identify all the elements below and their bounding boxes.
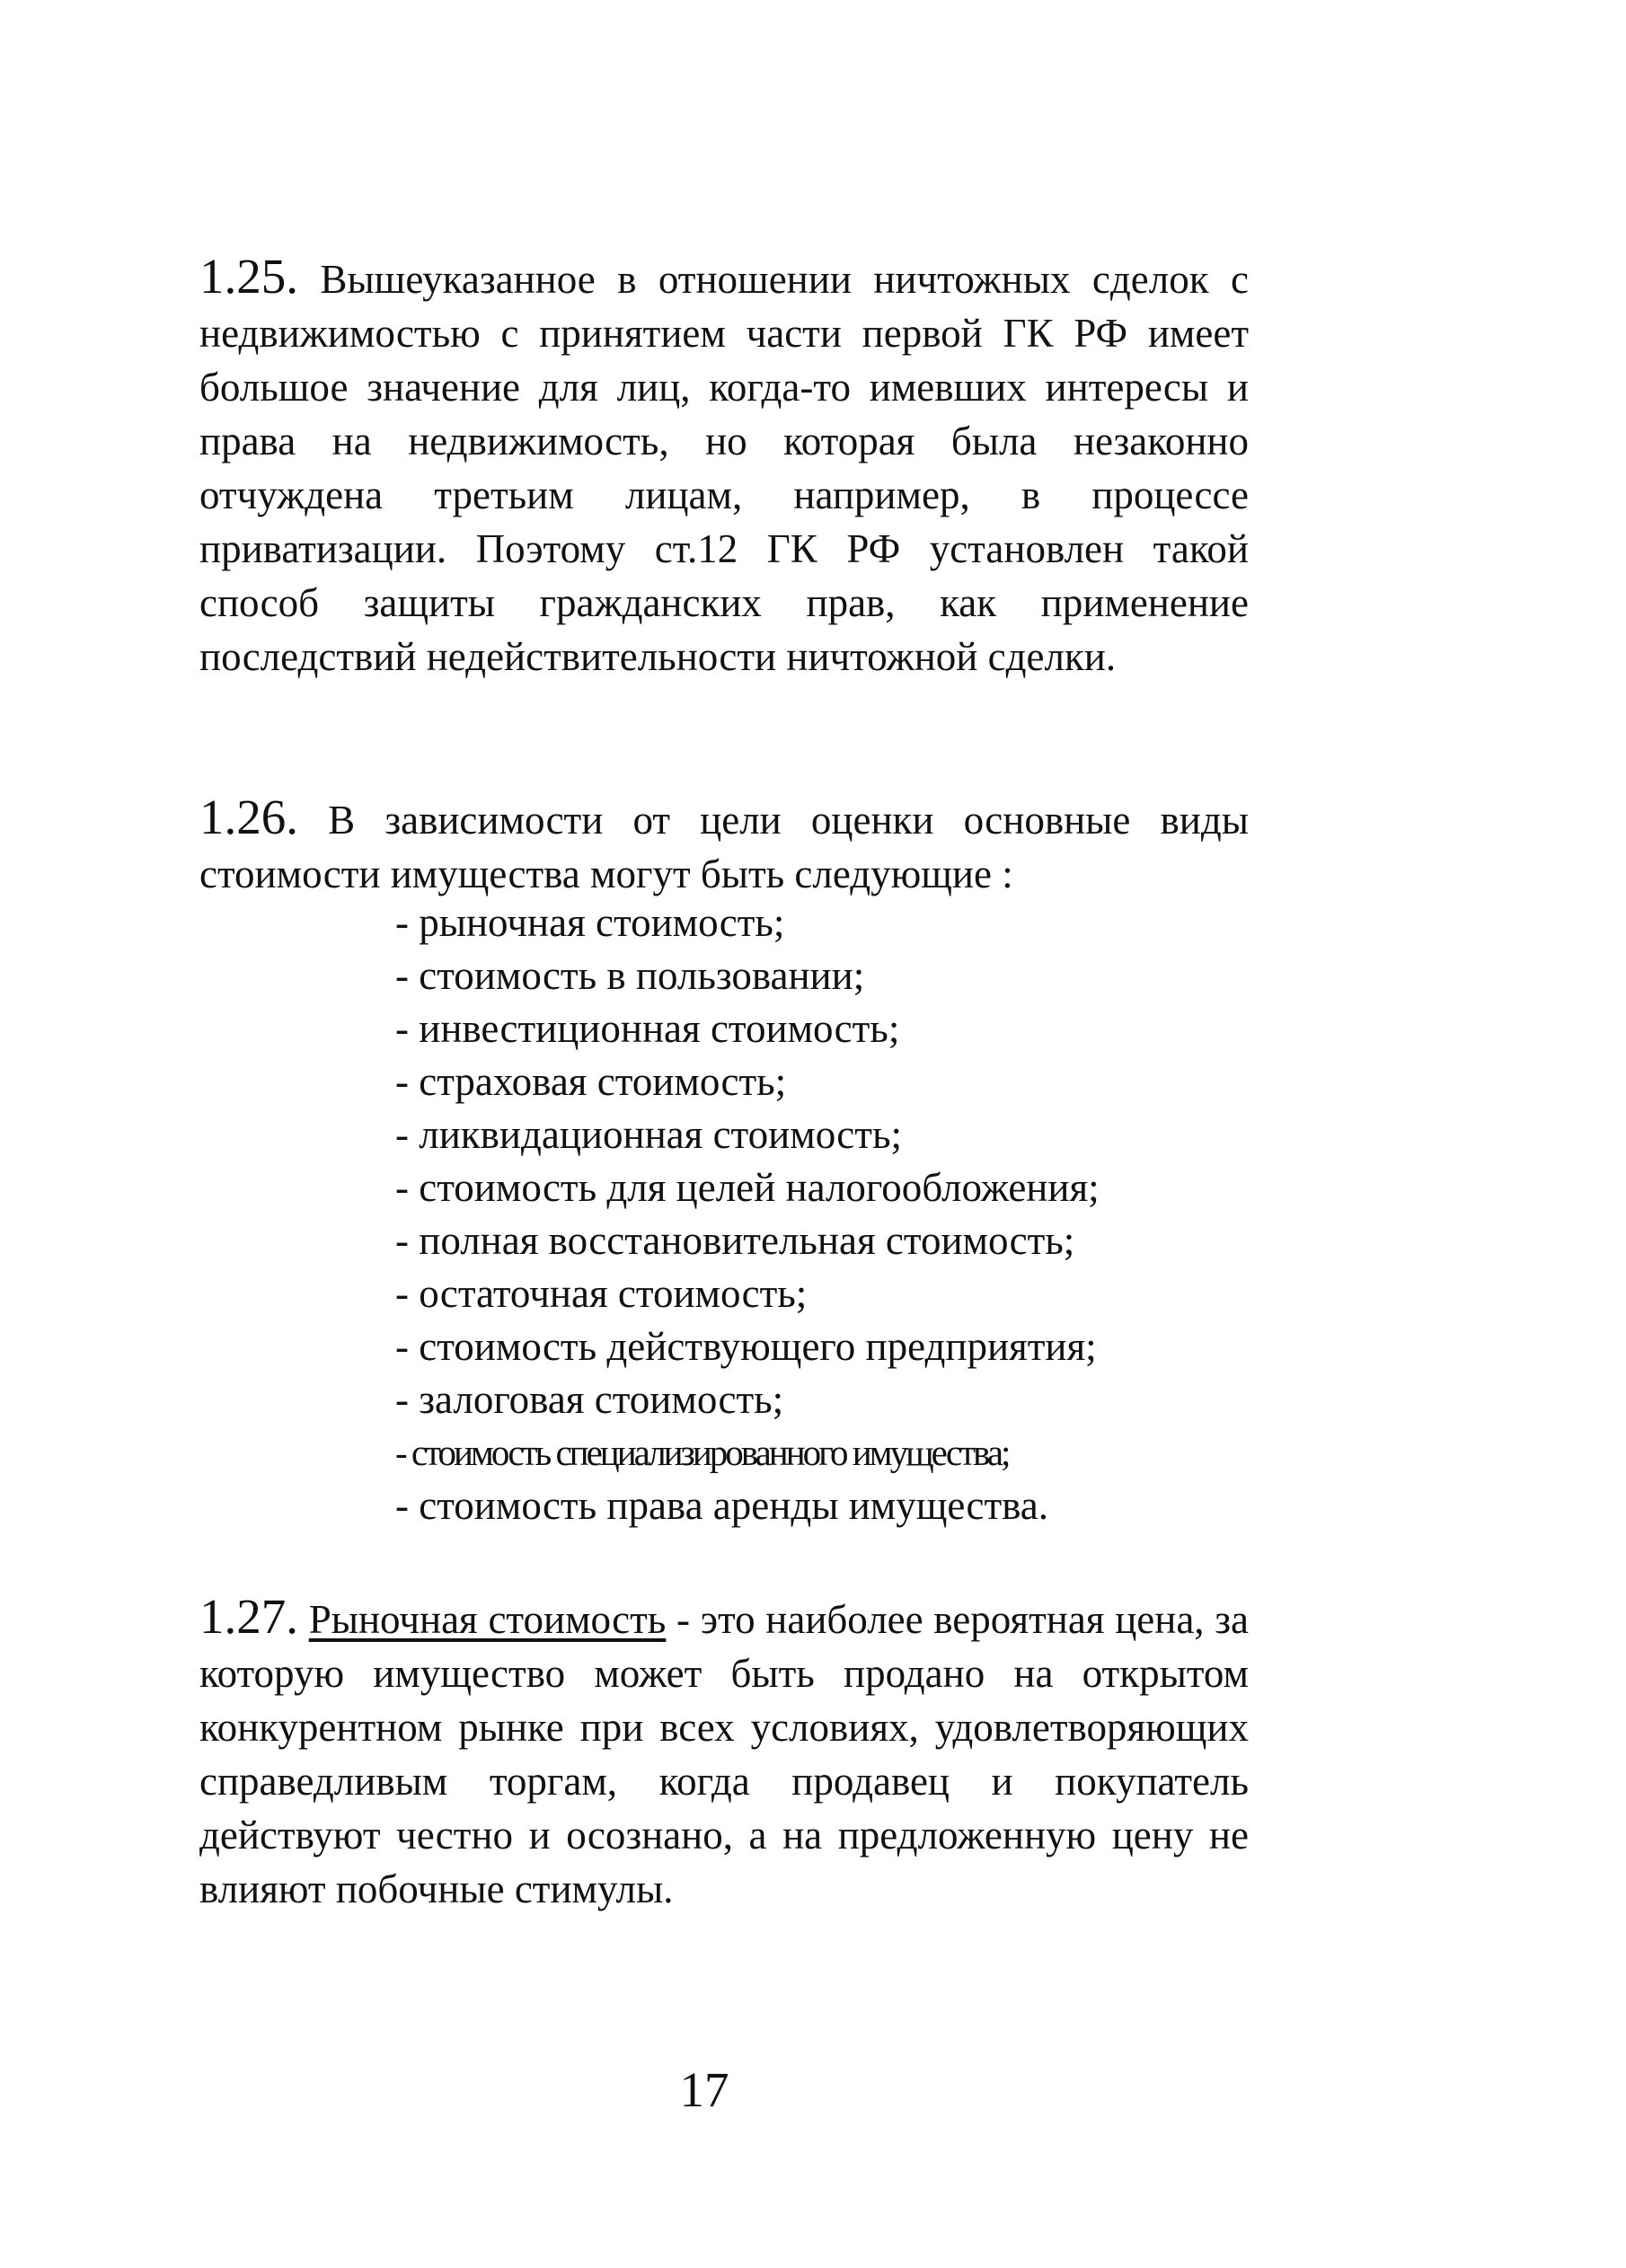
list-item: - стоимость для целей налогообложения; bbox=[395, 1165, 1100, 1210]
list-item: - ликвидационная стоимость; bbox=[395, 1112, 902, 1157]
paragraph-number: 1.25. bbox=[199, 249, 298, 304]
page-number: 17 bbox=[679, 2062, 729, 2117]
value-types-list bbox=[395, 896, 1100, 1532]
list-item: - залоговая стоимость; bbox=[395, 1377, 784, 1422]
list-item: - стоимость действующего предприятия; bbox=[395, 1324, 1097, 1369]
paragraph-text: В зависимости от цели оценки основные виды стоимости имущества могут быть следующие : bbox=[199, 798, 1249, 896]
paragraph-1-25 bbox=[199, 250, 1249, 684]
list-item: - стоимость в пользовании; bbox=[395, 953, 865, 998]
paragraph-number: 1.26. bbox=[199, 790, 298, 844]
paragraph-1-26 bbox=[199, 790, 1249, 901]
list-item: - остаточная стоимость; bbox=[395, 1271, 808, 1316]
list-item: - инвестиционная стоимость; bbox=[395, 1006, 900, 1051]
list-item: - страховая стоимость; bbox=[395, 1059, 787, 1104]
paragraph-number: 1.27. bbox=[199, 1589, 298, 1644]
list-item: - стоимость специализированного имущества; bbox=[395, 1432, 1009, 1473]
paragraph-text: Вышеуказанное в отношении ничтожных сделок с недвижимостью с принятием части первой ГК РФ имеет большое значение для лиц, когда-то имевших интересы и права на недвижимость, но которая была незаконно отчуждена третьим лицам, например, в процессе приватизации. Поэтому ст.12 ГК РФ установлен такой способ защиты гражданских прав, как применение последствий недействительности ничтожной сделки. bbox=[199, 257, 1249, 679]
list-item: - полная восстановительная стоимость; bbox=[395, 1218, 1075, 1263]
paragraph-1-27 bbox=[199, 1590, 1249, 1916]
list-item: - стоимость права аренды имущества. bbox=[395, 1483, 1049, 1528]
defined-term: Рыночная стоимость bbox=[308, 1597, 667, 1642]
paragraph-text: - это наиболее вероятная цена, за которую имущество может быть продано на открытом конкурентном рынке при всех условиях, удовлетворяющих справедливым торгам, когда продавец и покупатель действуют честно и осознано, а на предложенную цену не влияют побочные стимулы. bbox=[199, 1597, 1249, 1911]
list-item: - рыночная стоимость; bbox=[395, 900, 785, 945]
